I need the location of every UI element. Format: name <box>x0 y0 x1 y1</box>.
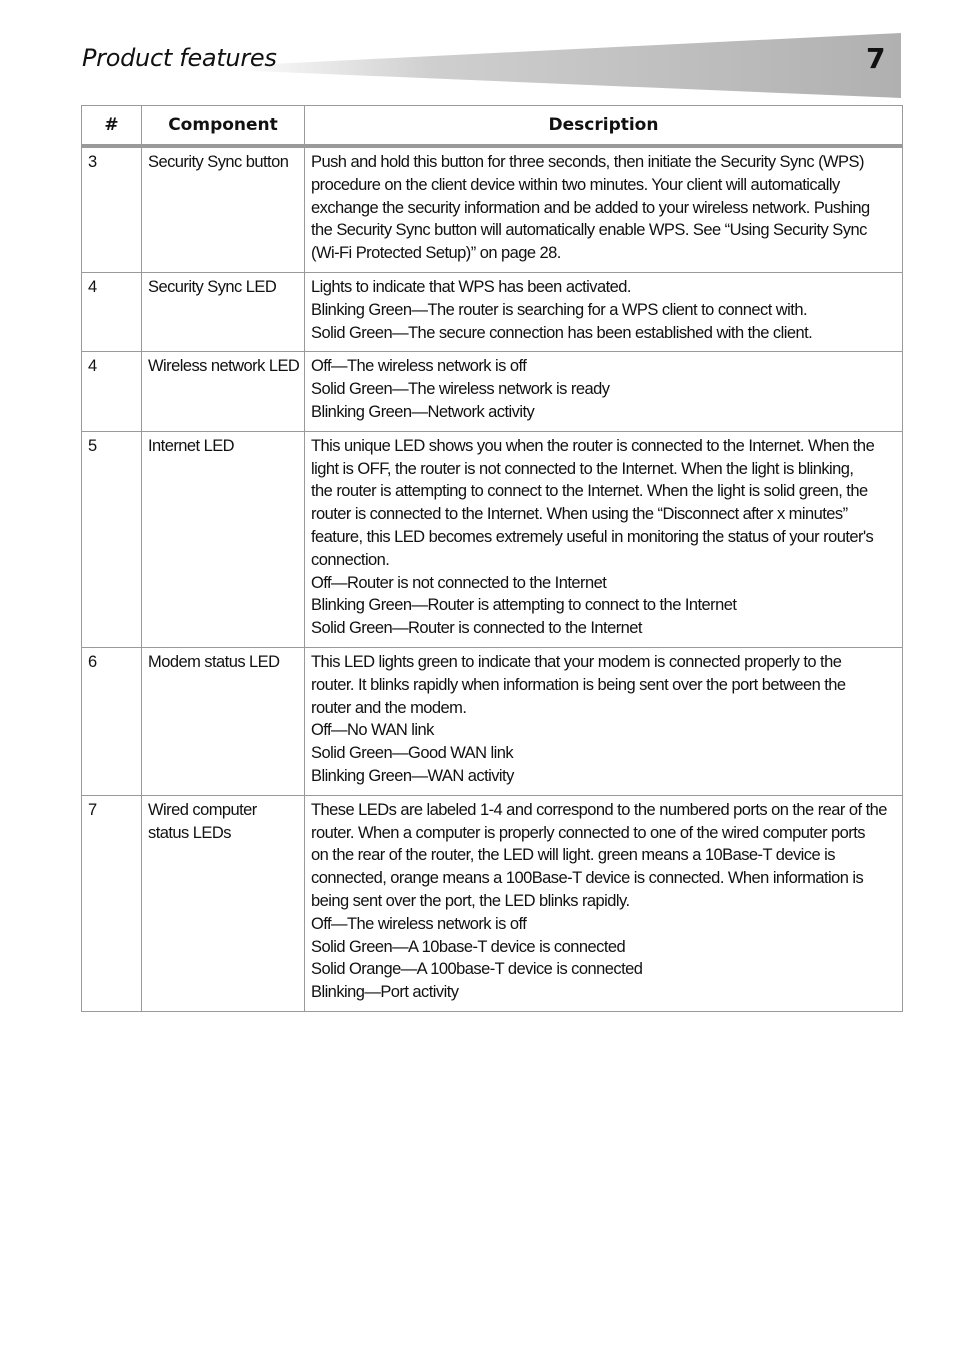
table-row <box>82 352 903 431</box>
description-line: This unique LED shows you when the router is connected to the Internet. When the <box>311 436 875 455</box>
description-line: Blinking—Port activity <box>311 983 459 1002</box>
description-line: Blinking Green—Router is attempting to connect to the Internet <box>311 596 737 615</box>
description-line: Push and hold this button for three seconds, then initiate the Security Sync (WPS) <box>311 153 864 171</box>
description-line: router. It blinks rapidly when information is being sent over the port between the <box>311 675 846 694</box>
description-line: exchange the security information and be added to your wireless network. Pushing <box>311 198 870 217</box>
table-row <box>82 647 903 795</box>
component-name-line: Wired computer <box>148 800 257 819</box>
description-line: router and the modem. <box>311 698 467 717</box>
description-line: Solid Green—A 10base-T device is connected <box>311 937 626 956</box>
table-row <box>82 146 903 272</box>
description-line: Blinking Green—Network activity <box>311 402 535 421</box>
description-line: Off—The wireless network is off <box>311 914 527 933</box>
description-cell <box>305 352 903 431</box>
row-number-cell: 7 <box>82 795 142 1011</box>
column-header-component: Component <box>142 106 305 147</box>
column-header-description: Description <box>305 106 903 147</box>
description-cell <box>305 431 903 647</box>
description-line: Off—The wireless network is off <box>311 357 527 376</box>
component-cell <box>142 795 305 1011</box>
component-cell <box>142 352 305 431</box>
description-line: Blinking Green—The router is searching for a WPS client to connect with. <box>311 300 807 319</box>
description-line: on the rear of the router, the LED will light. green means a 10Base-T device is <box>311 846 835 865</box>
description-cell <box>305 795 903 1011</box>
description-line: the Security Sync button will automatically enable WPS. See “Using Security Sync <box>311 221 867 240</box>
description-line: Solid Green—Good WAN link <box>311 744 514 763</box>
component-name-line: status LEDs <box>148 823 231 842</box>
description-line: Lights to indicate that WPS has been activated. <box>311 277 631 296</box>
component-name-line: Security Sync LED <box>148 277 277 296</box>
description-line: connected, orange means a 100Base-T device is connected. When information is <box>311 869 864 888</box>
description-line: procedure on the client device within two minutes. Your client will automatically <box>311 175 840 194</box>
description-line: being sent over the port, the LED blinks rapidly. <box>311 891 630 910</box>
description-line: connection. <box>311 550 390 569</box>
description-line: Solid Green—Router is connected to the Internet <box>311 619 642 638</box>
component-name-line: Security Sync button <box>148 153 289 171</box>
table-row <box>82 272 903 351</box>
section-title: Product features <box>82 44 277 72</box>
table-header-row <box>82 106 903 147</box>
description-line: Solid Green—The wireless network is ready <box>311 380 610 399</box>
description-line: Off—Router is not connected to the Internet <box>311 573 607 592</box>
row-number-cell: 4 <box>82 352 142 431</box>
component-name-line: Modem status LED <box>148 652 280 671</box>
description-cell <box>305 647 903 795</box>
page-number: 7 <box>866 42 886 75</box>
component-cell <box>142 647 305 795</box>
description-line: Solid Green—The secure connection has been established with the client. <box>311 323 813 342</box>
description-line: light is OFF, the router is not connected to the Internet. When the light is blinking, <box>311 459 854 478</box>
component-name-line: Wireless network LED <box>148 357 300 376</box>
table-row <box>82 431 903 647</box>
description-line: feature, this LED becomes extremely useful in monitoring the status of your router's <box>311 527 874 546</box>
row-number-cell: 4 <box>82 272 142 351</box>
description-line: Blinking Green—WAN activity <box>311 766 514 785</box>
description-line: This LED lights green to indicate that your modem is connected properly to the <box>311 652 842 671</box>
table-body <box>82 146 903 1011</box>
row-number-cell: 3 <box>82 146 142 272</box>
description-line: These LEDs are labeled 1-4 and correspond to the numbered ports on the rear of the <box>311 800 887 819</box>
product-features-table <box>81 105 903 1012</box>
description-line: router. When a computer is properly connected to one of the wired computer ports <box>311 823 865 842</box>
table-row <box>82 795 903 1011</box>
description-line: (Wi-Fi Protected Setup)” on page 28. <box>311 244 561 263</box>
description-line: Solid Orange—A 100base-T device is connected <box>311 960 643 979</box>
component-cell <box>142 146 305 272</box>
row-number-cell: 5 <box>82 431 142 647</box>
description-line: router is connected to the Internet. When using the “Disconnect after x minutes” <box>311 505 848 524</box>
description-line: the router is attempting to connect to the Internet. When the light is solid green, the <box>311 482 868 501</box>
component-cell <box>142 431 305 647</box>
component-cell <box>142 272 305 351</box>
component-name-line: Internet LED <box>148 436 235 455</box>
row-number-cell: 6 <box>82 647 142 795</box>
description-line: Off—No WAN link <box>311 721 434 740</box>
description-cell <box>305 272 903 351</box>
column-header-number: # <box>82 106 142 147</box>
description-cell <box>305 146 903 272</box>
